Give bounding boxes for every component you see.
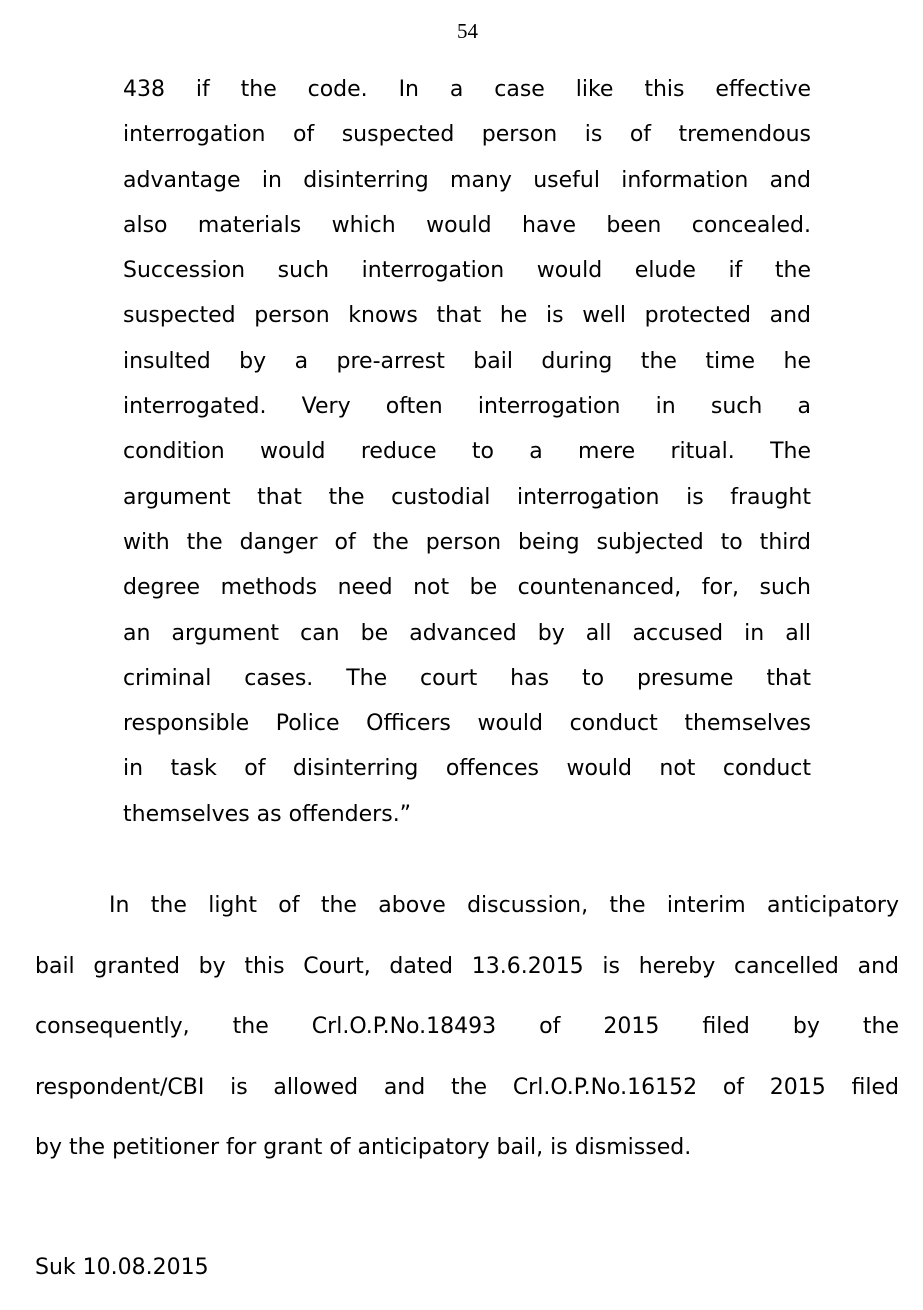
quote-line: suspected person knows that he is well protected and (123, 303, 811, 329)
signature-date: Suk 10.08.2015 (35, 1255, 209, 1280)
order-line: consequently, the Crl.O.P.No.18493 of 2015 filed by the (35, 1014, 899, 1039)
quote-line: advantage in disinterring many useful information and (123, 167, 811, 193)
quote-line: condition would reduce to a mere ritual. The (123, 439, 811, 465)
quote-line: interrogation of suspected person is of tremendous (123, 122, 811, 148)
page-number: 54 (457, 19, 478, 43)
quote-line: degree methods need not be countenanced, for, such (123, 575, 811, 601)
quoted-passage (123, 67, 811, 837)
quote-line: Succession such interrogation would elude if the (123, 258, 811, 284)
quote-line: interrogated. Very often interrogation in such a (123, 394, 811, 420)
quote-line: with the danger of the person being subjected to third (123, 529, 811, 555)
quote-line: an argument can be advanced by all accused in all (123, 620, 811, 646)
quote-line: in task of disinterring offences would not conduct (123, 756, 811, 782)
quote-line: 438 if the code. In a case like this effective (123, 77, 811, 102)
quote-line: insulted by a pre-arrest bail during the time he (123, 348, 811, 374)
quote-line: responsible Police Officers would conduct themselves (123, 711, 811, 737)
quote-line: also materials which would have been concealed. (123, 212, 811, 238)
quote-line: themselves as offenders.” (123, 801, 412, 827)
order-line: bail granted by this Court, dated 13.6.2015 is hereby cancelled and (35, 953, 899, 979)
order-line: by the petitioner for grant of anticipatory bail, is dismissed. (35, 1135, 692, 1160)
order-line: In the light of the above discussion, the interim anticipatory (109, 893, 899, 918)
order-line: respondent/CBI is allowed and the Crl.O.P.No.16152 of 2015 filed (35, 1074, 899, 1100)
quote-line: argument that the custodial interrogation is fraught (123, 484, 811, 510)
quote-line: criminal cases. The court has to presume that (123, 665, 811, 691)
order-paragraph (35, 876, 899, 1179)
